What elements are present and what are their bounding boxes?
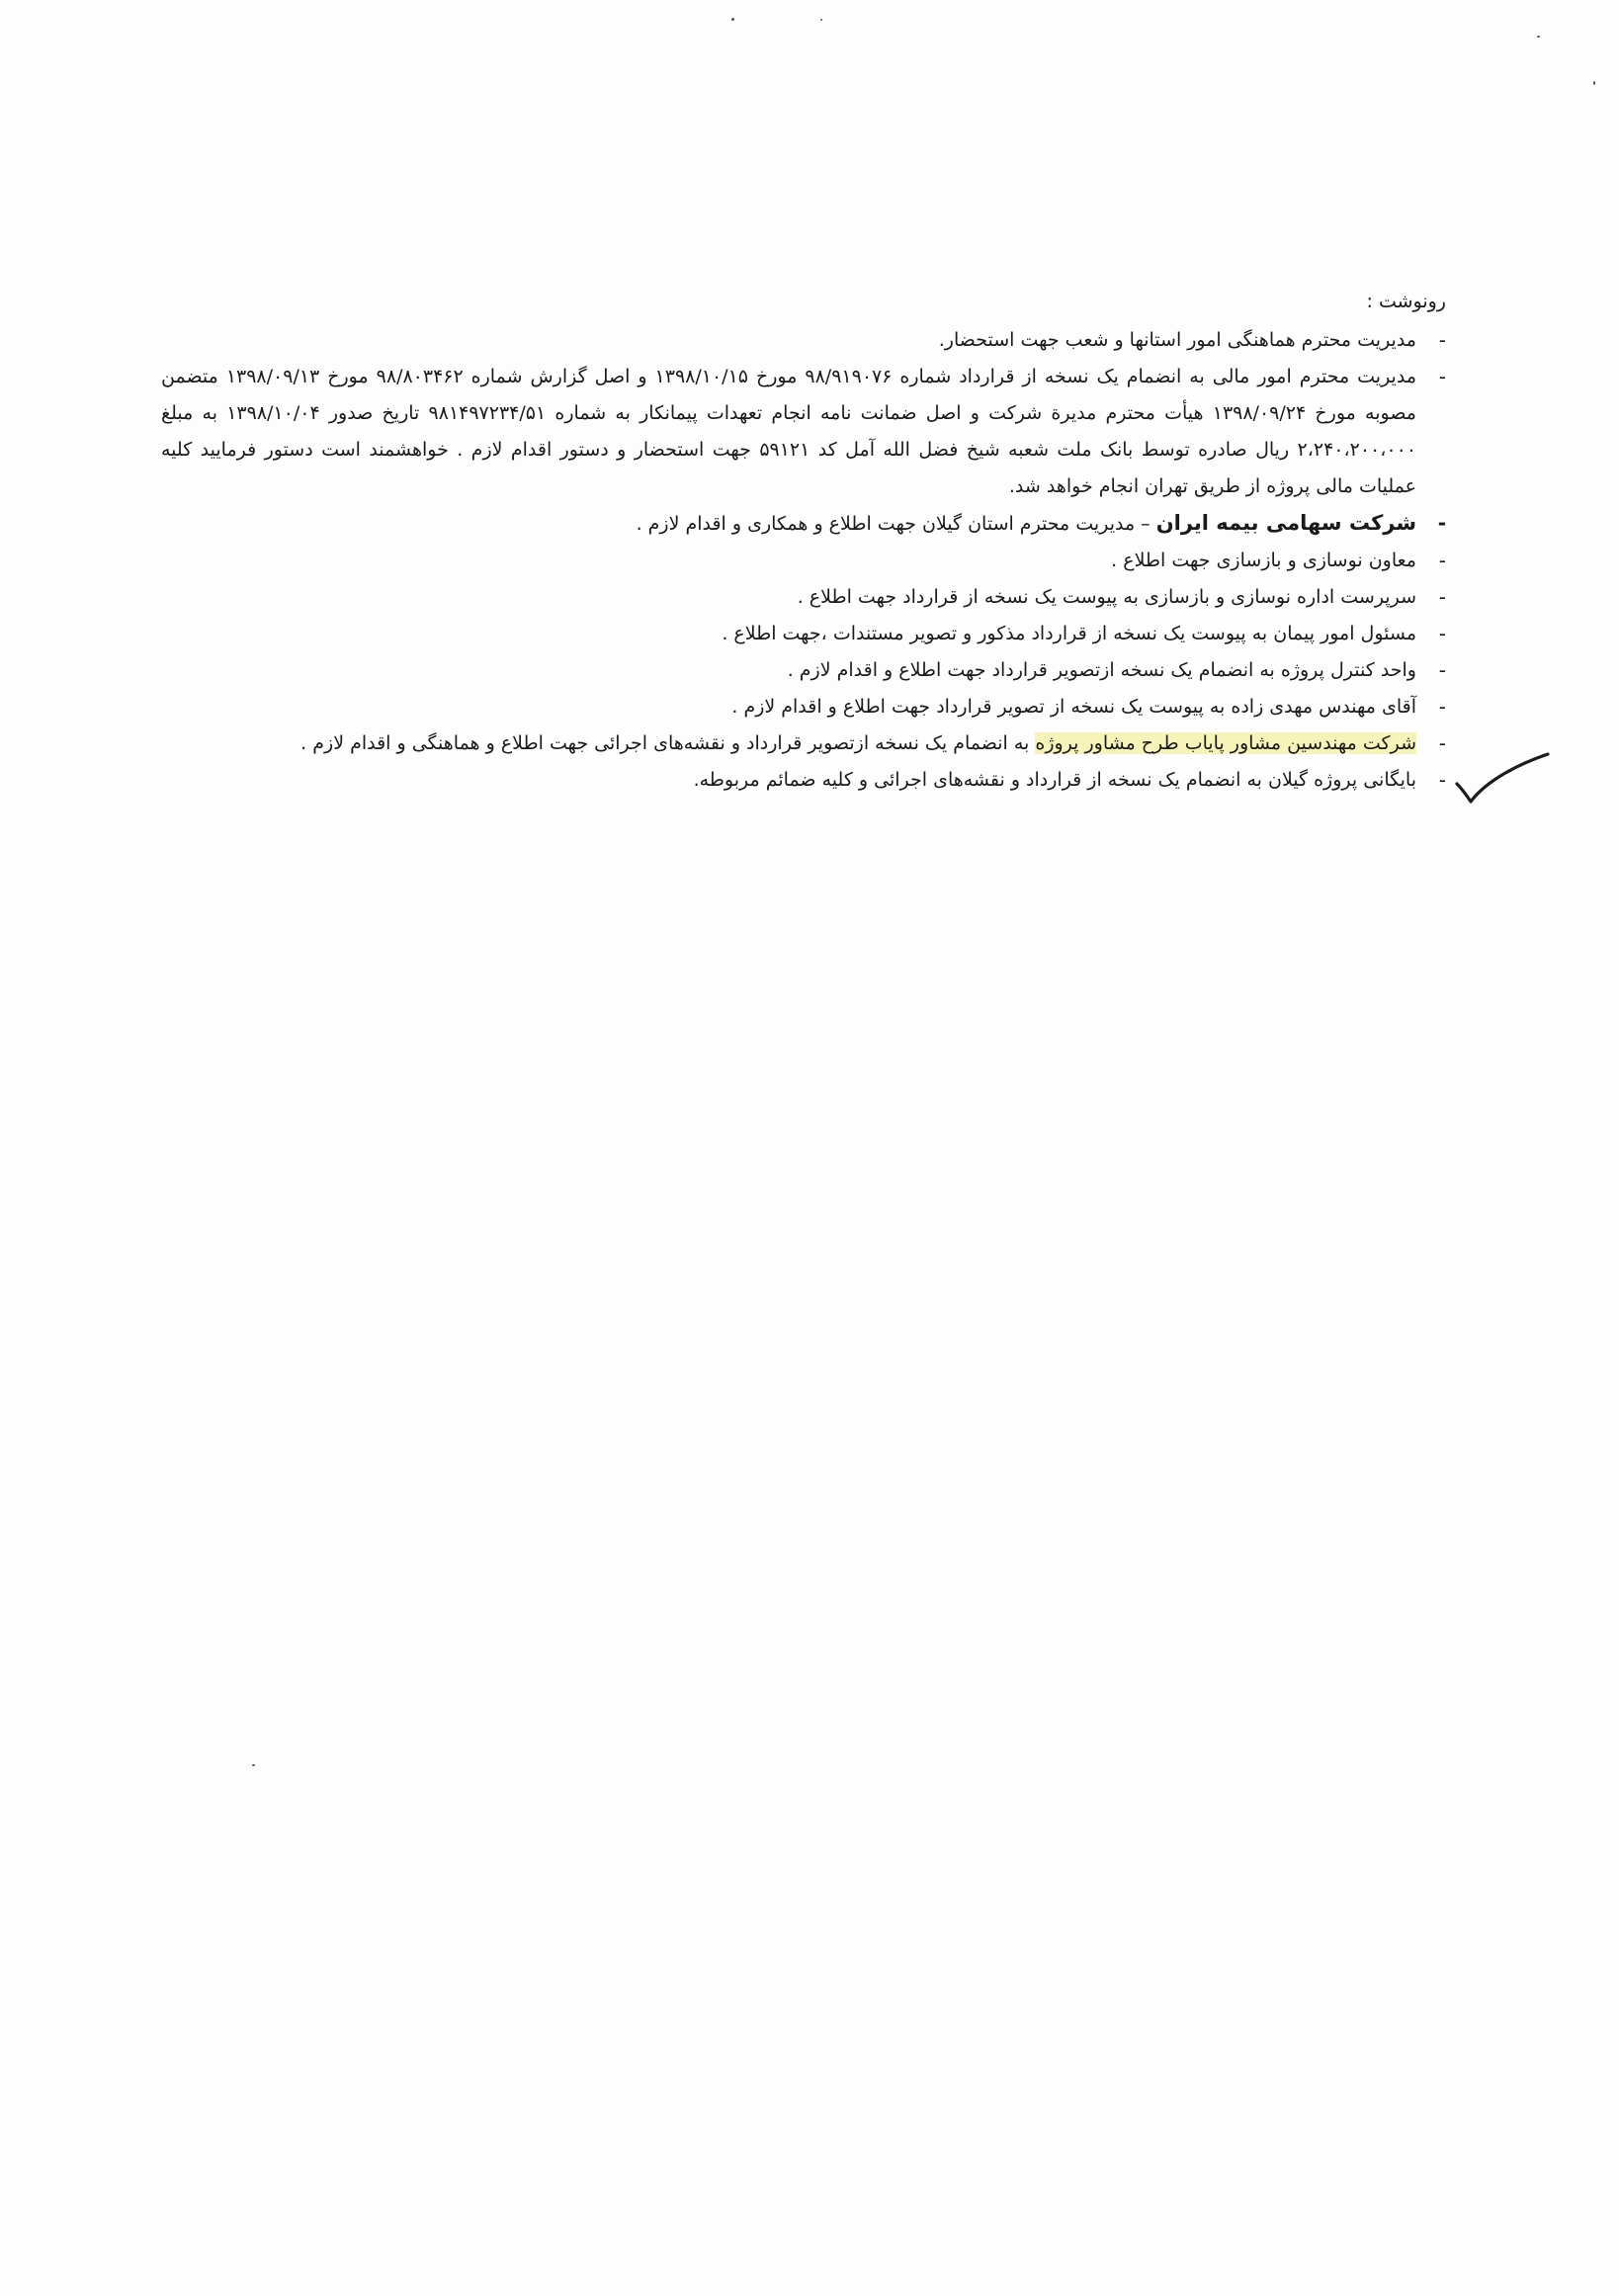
cc-item-text: بایگانی پروژه گیلان به انضمام یک نسخه از قرارداد و نقشه‌های اجرائی و کلیه ضمائم مربوطه.: [693, 769, 1416, 791]
cc-item-6: [161, 616, 1446, 652]
cc-heading: رونوشت :: [1366, 291, 1446, 312]
bullet-dash: -: [1438, 585, 1446, 609]
cc-list: [161, 322, 1446, 799]
cc-item-text: به انضمام یک نسخه ازتصویر قرارداد و نقشه‌های اجرائی جهت اطلاع و هماهنگی و اقدام لازم .: [300, 732, 1036, 754]
company-name: شرکت سهامی بیمه ایران: [1155, 511, 1416, 535]
cc-item-7: [161, 652, 1446, 689]
bullet-dash: -: [1438, 695, 1446, 719]
scan-speck: [1537, 36, 1540, 38]
cc-item-5: [161, 579, 1446, 616]
bullet-dash: -: [1438, 731, 1446, 755]
highlighted-consultant-name: شرکت مهندسین مشاور پایاب طرح مشاور پروژه: [1035, 732, 1416, 754]
cc-item-text: معاون نوسازی و بازسازی جهت اطلاع .: [1111, 550, 1416, 571]
cc-item-1: [161, 322, 1446, 359]
cc-item-text: سرپرست اداره نوسازی و بازسازی به پیوست یک نسخه از قرارداد جهت اطلاع .: [797, 586, 1416, 608]
cc-item-text: واحد کنترل پروژه به انضمام یک نسخه ازتصویر قرارداد جهت اطلاع و اقدام لازم .: [787, 659, 1416, 681]
scan-speck: [731, 18, 734, 21]
cc-item-9: [161, 725, 1446, 762]
cc-item-text: – مدیریت محترم استان گیلان جهت اطلاع و همکاری و اقدام لازم .: [636, 513, 1156, 535]
bullet-dash: -: [1438, 549, 1446, 572]
cc-item-4: [161, 543, 1446, 579]
cc-item-text: مدیریت محترم هماهنگی امور استانها و شعب جهت استحضار.: [938, 329, 1416, 351]
cc-item-text: آقای مهندس مهدی زاده به پیوست یک نسخه از تصویر قرارداد جهت اطلاع و اقدام لازم .: [731, 696, 1416, 718]
cc-item-text: مدیریت محترم امور مالی به انضمام یک نسخه از قرارداد شماره ۹۸/۹۱۹۰۷۶ مورخ ۱۳۹۸/۱۰/۱۵ و اصل گزارش شماره ۹۸/۸۰۳۴۶۲ مورخ ۱۳۹۸/۰۹/۱۳ متضمن مصوبه مورخ ۱۳۹۸/۰۹/۲۴ هیأت محترم مدیرة شرکت و اصل ضمانت نامه انجام تعهدات پیمانکار به شماره ۹۸۱۴۹۷۲۳۴/۵۱ تاریخ صدور ۱۳۹۸/۱۰/۰۴ به مبلغ ۲،۲۴۰،۲۰۰،۰۰۰ ریال صادره توسط بانک ملت شعبه شیخ فضل الله آمل کد ۵۹۱۲۱ جهت استحضار و دستور اقدام لازم . خواهشمند است دستور فرمایید کلیه عملیات مالی پروژه از طریق تهران انجام خواهد شد.: [161, 366, 1416, 497]
cc-item-10: [161, 762, 1446, 799]
cc-item-2: [161, 359, 1446, 505]
cc-item-8: [161, 689, 1446, 725]
bullet-dash: -: [1438, 658, 1446, 682]
bullet-dash: -: [1437, 511, 1446, 535]
bullet-dash: -: [1438, 768, 1446, 792]
bullet-dash: -: [1438, 622, 1446, 645]
scan-speck: [252, 1764, 255, 1766]
handwritten-checkmark-icon: [1453, 746, 1552, 806]
cc-item-text: مسئول امور پیمان به پیوست یک نسخه از قرارداد مذکور و تصویر مستندات ،جهت اطلاع .: [722, 623, 1416, 644]
scan-speck: [820, 19, 822, 21]
bullet-dash: -: [1438, 328, 1446, 352]
scan-speck: [1593, 81, 1595, 85]
bullet-dash: -: [1438, 365, 1446, 388]
carbon-copy-section: [161, 287, 1446, 799]
cc-item-3: [161, 505, 1446, 543]
